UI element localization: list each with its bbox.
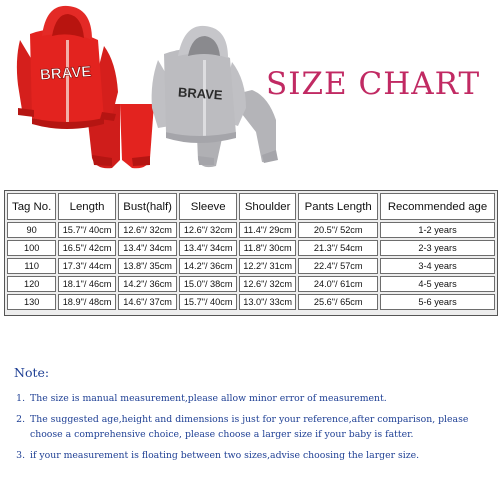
note-item: 2. The suggested age,height and dimensions is just for your reference,after comparison, please choose a comprehensive choice, please choose a larger size if your baby is fatter. bbox=[28, 412, 490, 442]
table-cell: 13.0"/ 33cm bbox=[239, 294, 296, 310]
table-cell: 18.1"/ 46cm bbox=[58, 276, 115, 292]
gray-garment-print-text: BRAVE bbox=[177, 84, 224, 103]
notes-section bbox=[14, 365, 490, 469]
table-cell: 13.4"/ 34cm bbox=[179, 240, 236, 256]
table-cell: 3-4 years bbox=[380, 258, 495, 274]
table-cell: 15.0"/ 38cm bbox=[179, 276, 236, 292]
table-row bbox=[7, 222, 495, 238]
table-cell: 14.2"/ 36cm bbox=[179, 258, 236, 274]
table-cell: 13.4"/ 34cm bbox=[118, 240, 178, 256]
table-cell: 25.6"/ 65cm bbox=[298, 294, 378, 310]
table-cell: 2-3 years bbox=[380, 240, 495, 256]
table-cell: 15.7"/ 40cm bbox=[179, 294, 236, 310]
red-garment-print-text: BRAVE bbox=[39, 63, 92, 84]
notes-list bbox=[14, 391, 490, 463]
table-cell: 12.6"/ 32cm bbox=[118, 222, 178, 238]
note-item: 1. The size is manual measurement,please allow minor error of measurement. bbox=[28, 391, 490, 406]
size-table-container bbox=[4, 190, 498, 316]
column-header-length: Length bbox=[58, 193, 115, 220]
table-header-row bbox=[7, 193, 495, 220]
gray-tracksuit bbox=[152, 26, 278, 167]
table-cell: 24.0"/ 61cm bbox=[298, 276, 378, 292]
size-chart-title: SIZE CHART bbox=[266, 66, 481, 102]
table-cell: 110 bbox=[7, 258, 56, 274]
table-cell: 4-5 years bbox=[380, 276, 495, 292]
column-header-shoulder: Shoulder bbox=[239, 193, 296, 220]
table-cell: 16.5"/ 42cm bbox=[58, 240, 115, 256]
table-cell: 1-2 years bbox=[380, 222, 495, 238]
table-cell: 12.6"/ 32cm bbox=[179, 222, 236, 238]
table-cell: 120 bbox=[7, 276, 56, 292]
table-row bbox=[7, 258, 495, 274]
table-row bbox=[7, 294, 495, 310]
table-cell: 18.9"/ 48cm bbox=[58, 294, 115, 310]
table-cell: 17.3"/ 44cm bbox=[58, 258, 115, 274]
table-cell: 11.8"/ 30cm bbox=[239, 240, 296, 256]
table-cell: 90 bbox=[7, 222, 56, 238]
red-tracksuit bbox=[17, 6, 154, 168]
table-cell: 14.2"/ 36cm bbox=[118, 276, 178, 292]
size-table bbox=[5, 191, 497, 312]
table-cell: 100 bbox=[7, 240, 56, 256]
table-cell: 14.6"/ 37cm bbox=[118, 294, 178, 310]
table-cell: 12.6"/ 32cm bbox=[239, 276, 296, 292]
column-header-recommended-age: Recommended age bbox=[380, 193, 495, 220]
column-header-tag-no: Tag No. bbox=[7, 193, 56, 220]
table-cell: 22.4"/ 57cm bbox=[298, 258, 378, 274]
table-cell: 15.7"/ 40cm bbox=[58, 222, 115, 238]
table-cell: 11.4"/ 29cm bbox=[239, 222, 296, 238]
note-item: 3. if your measurement is floating between two sizes,advise choosing the larger size. bbox=[28, 448, 490, 463]
column-header-bust: Bust(half) bbox=[118, 193, 178, 220]
product-photo bbox=[0, 0, 300, 176]
table-cell: 12.2"/ 31cm bbox=[239, 258, 296, 274]
table-cell: 21.3"/ 54cm bbox=[298, 240, 378, 256]
table-cell: 130 bbox=[7, 294, 56, 310]
column-header-pants-length: Pants Length bbox=[298, 193, 378, 220]
red-pants-print-text: BRAVE bbox=[130, 68, 150, 78]
table-cell: 13.8"/ 35cm bbox=[118, 258, 178, 274]
table-row bbox=[7, 240, 495, 256]
table-cell: 20.5"/ 52cm bbox=[298, 222, 378, 238]
notes-heading: Note: bbox=[14, 365, 50, 380]
column-header-sleeve: Sleeve bbox=[179, 193, 236, 220]
table-row bbox=[7, 276, 495, 292]
table-cell: 5-6 years bbox=[380, 294, 495, 310]
hero-section bbox=[0, 0, 500, 176]
